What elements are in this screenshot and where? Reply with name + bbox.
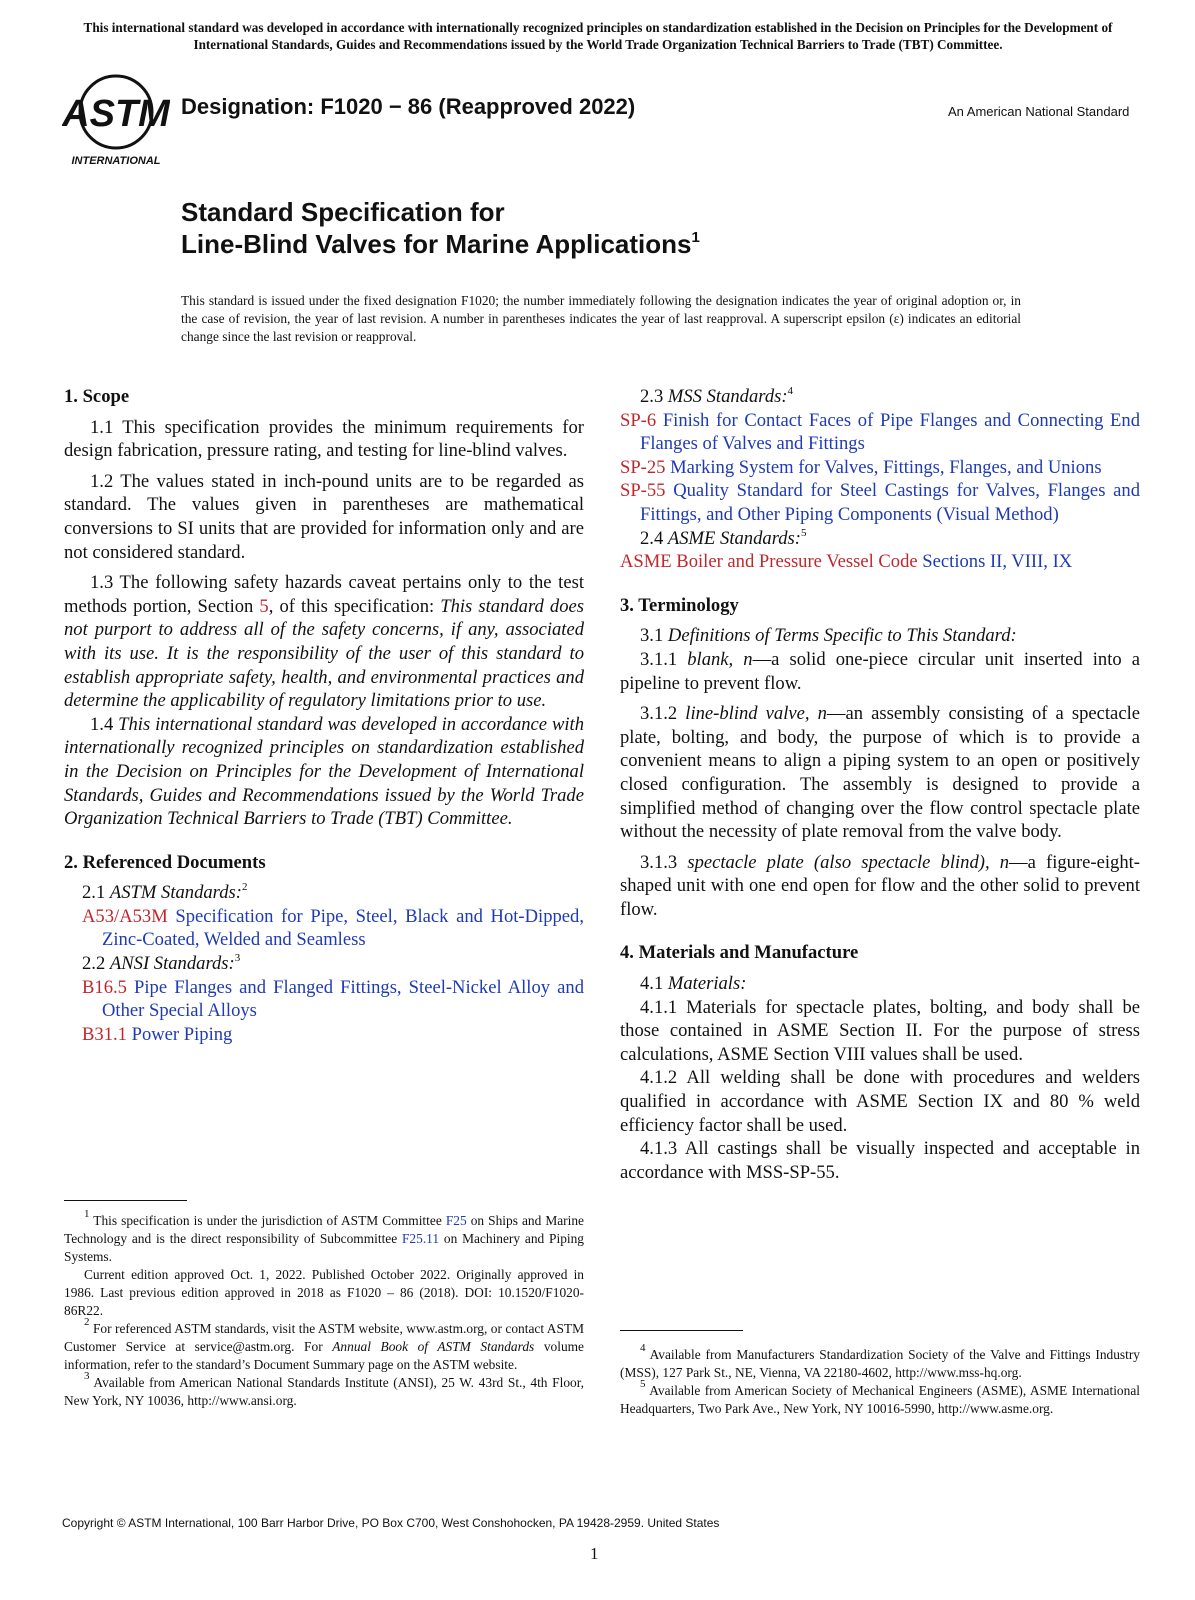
footnote-5: $^5$ Available from American Society of Mechanical Engineers (ASME), ASME International Headquarters, Two Park Ave., New York, NY 10016-5990, http://www.asme.org. bbox=[620, 1378, 1140, 1416]
section-5-link[interactable]: 5 bbox=[259, 595, 269, 617]
para-4-1: 4.1 Materials: bbox=[640, 973, 747, 995]
title-footnote-mark[interactable]: 1 bbox=[691, 229, 700, 246]
para-3-1: 3.1 Definitions of Terms Specific to This Standard: bbox=[640, 625, 1017, 647]
copyright-line: Copyright © ASTM International, 100 Barr Harbor Drive, PO Box C700, West Conshohocken, PA 19428-2959. United States bbox=[62, 1516, 720, 1530]
wto-notice: This international standard was developed in accordance with internationally recognized principles on standardization established in the Decision on Principles for the Development of International Standards, Guides and Recommendations issued by the World Trade Organization Technical Barriers to Trade (TBT) Committee. bbox=[83, 20, 1113, 52]
footnote-rule-right bbox=[620, 1330, 743, 1331]
para-2-4: 2.4 ASME Standards:$^5$ bbox=[640, 526, 807, 549]
para-1-1: 1.1 This specification provides the minimum requirements for design fabrication, pressure rating, and testing for line-blind valves. bbox=[64, 416, 584, 462]
para-1-4: 1.4 This international standard was developed in accordance with internationally recognized principles on standardization established in the Decision on Principles for the Development of International Standards, Guides and Recommendations issued by the World Trade Organization Technical Barriers to Trade (TBT) Committee. bbox=[64, 713, 585, 830]
ref-sp-25[interactable]: SP-25 Marking System for Valves, Fittings, Flanges, and Unions bbox=[620, 456, 1102, 478]
para-1-3: 1.3 The following safety hazards caveat pertains only to the test methods portion, Section 5, of this specification: This standard does not purport to address all of the safety concerns, if any, associated with its use. It is the responsibility of the user of this standard to establish appropriate safety, health, and environmental practices and determine the applicability of regulatory limitations prior to use. bbox=[64, 572, 584, 712]
svg-text:ASTM: ASTM bbox=[62, 93, 170, 135]
para-2-2: 2.2 ANSI Standards:$^3$ bbox=[82, 952, 241, 975]
footnote-1-edition: Current edition approved Oct. 1, 2022. Published October 2022. Originally approved in 1986. Last previous edition approved in 2018 as F1020 – 86 (2018). DOI: 10.1520/F1020-86R22. bbox=[64, 1267, 584, 1318]
american-national-standard-label: An American National Standard bbox=[948, 104, 1130, 119]
para-2-1: 2.1 ASTM Standards:$^2$ bbox=[82, 881, 248, 904]
section-3-heading: 3. Terminology bbox=[620, 594, 739, 616]
ref-a53[interactable]: A53/A53M Specification for Pipe, Steel, Black and Hot-Dipped, Zinc-Coated, Welded and Seamless bbox=[82, 905, 584, 951]
footnote-2: $^2$ For referenced ASTM standards, visit the ASTM website, www.astm.org, or contact ASTM Customer Service at service@astm.org. For Annual Book of ASTM Standards volume information, refer to the standard’s Document Summary page on the ASTM website. bbox=[64, 1316, 584, 1372]
page-title bbox=[181, 196, 700, 260]
left-column bbox=[64, 385, 584, 1046]
svg-text:INTERNATIONAL: INTERNATIONAL bbox=[71, 155, 161, 167]
page-number: 1 bbox=[590, 1544, 599, 1563]
astm-logo bbox=[62, 72, 170, 167]
ref-sp-55[interactable]: SP-55 Quality Standard for Steel Castings for Valves, Flanges and Fittings, and Other Piping Components (Visual Method) bbox=[620, 480, 1140, 525]
subcommittee-f25-11-link[interactable]: F25.11 bbox=[401, 1231, 440, 1246]
para-1-2: 1.2 The values stated in inch-pound units are to be regarded as standard. The values given in parentheses are mathematical conversions to SI units that are provided for information only and are not considered standard. bbox=[64, 470, 584, 563]
footnote-4: $^4$ Available from Manufacturers Standardization Society of the Valve and Fittings Industry (MSS), 127 Park St., NE, Vienna, VA 22180-4602, http://www.mss-hq.org. bbox=[620, 1342, 1140, 1380]
ref-b31-1[interactable]: B31.1 Power Piping bbox=[82, 1023, 233, 1045]
right-column bbox=[620, 385, 1140, 1184]
title-line-1: Standard Specification for bbox=[181, 197, 505, 227]
ref-asme-bpvc[interactable]: ASME Boiler and Pressure Vessel Code Sections II, VIII, IX bbox=[620, 551, 1073, 573]
footnote-1: $^1$ This specification is under the jurisdiction of ASTM Committee F25 on Ships and Marine Technology and is the direct responsibility of Subcommittee F25.11 on Machinery and Piping Systems. bbox=[64, 1208, 584, 1264]
para-3-1-3: 3.1.3 spectacle plate (also spectacle blind), n—a figure-eight-shaped unit with one end open for flow and the other solid to prevent flow. bbox=[620, 851, 1140, 920]
ref-sp-6[interactable]: SP-6 Finish for Contact Faces of Pipe Flanges and Connecting End Flanges of Valves and Fittings bbox=[620, 409, 1140, 455]
section-1-heading: 1. Scope bbox=[64, 386, 130, 407]
para-4-1-3: 4.1.3 All castings shall be visually inspected and acceptable in accordance with MSS-SP-55. bbox=[620, 1138, 1140, 1183]
committee-f25-link[interactable]: F25 bbox=[445, 1213, 467, 1228]
section-4-heading: 4. Materials and Manufacture bbox=[620, 942, 859, 964]
designation: Designation: F1020 − 86 (Reapproved 2022) bbox=[181, 94, 636, 119]
section-2-heading: 2. Referenced Documents bbox=[64, 851, 266, 873]
para-4-1-2: 4.1.2 All welding shall be done with procedures and welders qualified in accordance with ASME Section IX and 80 % weld efficiency factor shall be used. bbox=[620, 1067, 1140, 1136]
footnote-rule-left bbox=[64, 1200, 187, 1201]
ref-b16-5[interactable]: B16.5 Pipe Flanges and Flanged Fittings, Steel-Nickel Alloy and Other Special Alloys bbox=[82, 976, 584, 1022]
astm-logo-icon bbox=[62, 72, 170, 167]
para-4-1-1: 4.1.1 Materials for spectacle plates, bolting, and body shall be those contained in ASME Section II. For the purpose of stress calculations, ASME Section VIII values shall be used. bbox=[620, 996, 1140, 1065]
footnotes-left bbox=[64, 1208, 584, 1410]
para-3-1-1: 3.1.1 blank, n—a solid one-piece circular unit inserted into a pipeline to prevent flow. bbox=[620, 648, 1140, 694]
issuance-note: This standard is issued under the fixed designation F1020; the number immediately following the designation indicates the year of original adoption or, in the case of revision, the year of last revision. A number in parentheses indicates the year of last reapproval. A superscript epsilon (ε) indicates an editorial change since the last revision or reapproval. bbox=[181, 293, 1021, 344]
title-line-2: Line-Blind Valves for Marine Applications$^1$ bbox=[181, 229, 700, 259]
footnotes-right bbox=[620, 1342, 1140, 1418]
para-2-3: 2.3 MSS Standards:$^4$ bbox=[640, 385, 794, 407]
para-3-1-2: 3.1.2 line-blind valve, n—an assembly consisting of a spectacle plate, bolting, and body, the purpose of which is to provide a convenient means to align a piping system to an open or positively closed configuration. The assembly is designed to provide a simplified method of changing over the flow control spectacle plate without the necessity of plate removal from the valve body. bbox=[620, 703, 1140, 843]
footnote-3: $^3$ Available from American National Standards Institute (ANSI), 25 W. 43rd St., 4th Floor, New York, NY 10036, http://www.ansi.org. bbox=[64, 1370, 584, 1408]
